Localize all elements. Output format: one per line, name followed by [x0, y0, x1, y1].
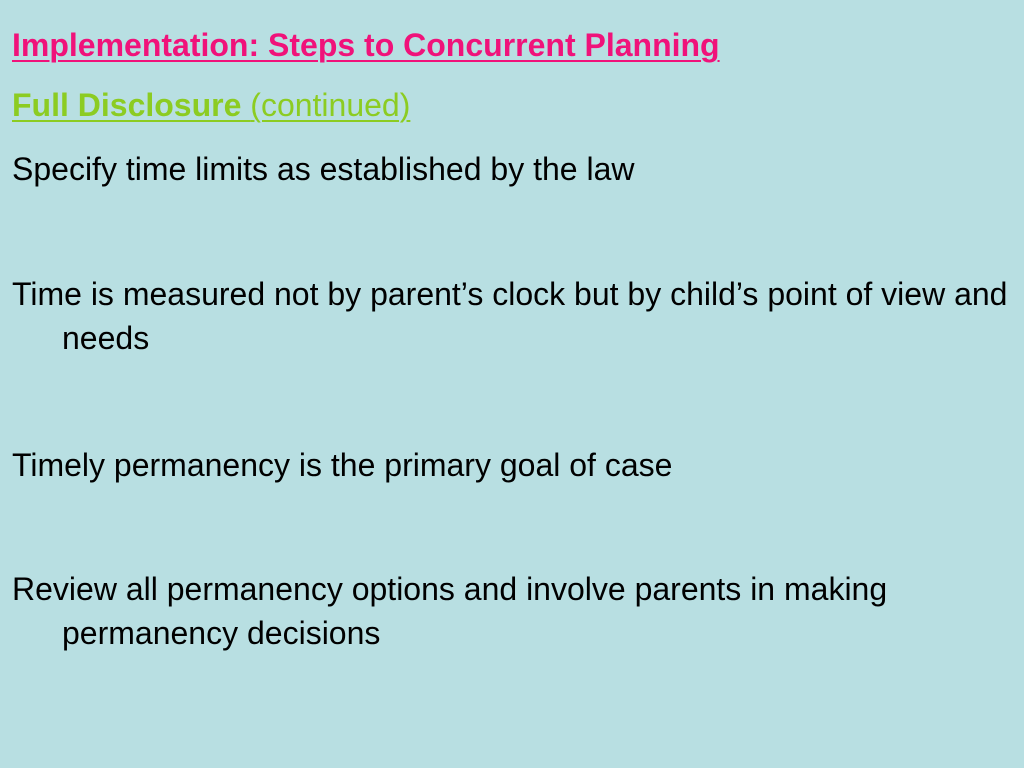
slide-subtitle	[12, 86, 410, 124]
bullet-item: Specify time limits as established by the law	[12, 151, 635, 187]
subtitle-continued-text: (continued)	[250, 87, 411, 123]
bullet-item: Review all permanency options and involve parents in making permanency decisions	[12, 571, 888, 651]
slide-title: Implementation: Steps to Concurrent Planning	[12, 27, 720, 63]
bullet-item: Timely permanency is the primary goal of case	[12, 447, 673, 483]
subtitle-bold-text: Full Disclosure	[12, 87, 251, 123]
bullet-item: Time is measured not by parent’s clock but by child’s point of view and needs	[12, 276, 1008, 356]
